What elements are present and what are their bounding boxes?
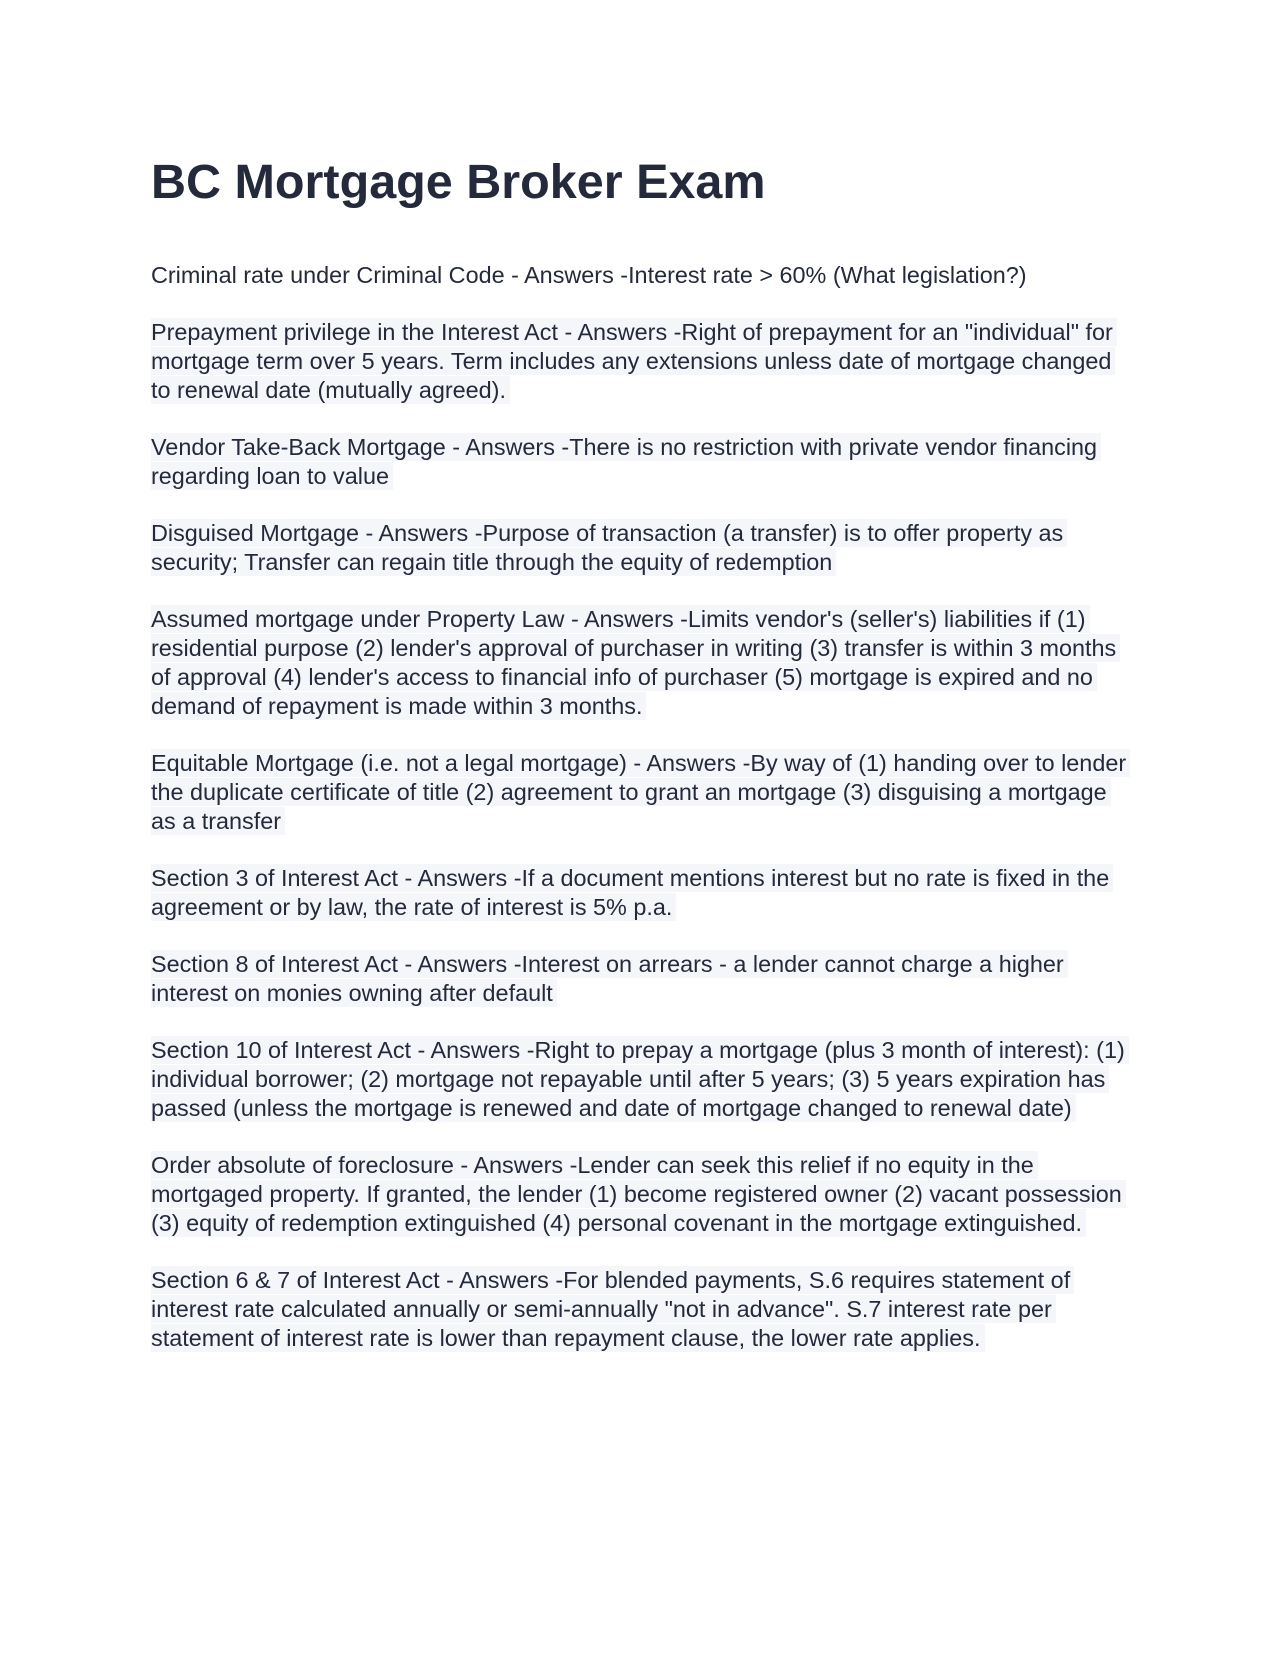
- qa-entry-text: Order absolute of foreclosure - Answers -Lender can seek this relief if no equity in the mortgaged property. If granted, the lender (1) become registered owner (2) vacant possession (3) equity of redemption extinguished (4) personal covenant in the mortgage extinguished.: [151, 1151, 1126, 1237]
- qa-entry-7: [151, 864, 1131, 922]
- qa-entry-11: [151, 1266, 1131, 1353]
- qa-entry-text: Section 3 of Interest Act - Answers -If a document mentions interest but no rate is fixed in the agreement or by law, the rate of interest is 5% p.a.: [151, 864, 1113, 921]
- qa-entry-1: [151, 261, 1131, 290]
- qa-entry-text: Vendor Take-Back Mortgage - Answers -There is no restriction with private vendor financing regarding loan to value: [151, 433, 1101, 490]
- document-title: BC Mortgage Broker Exam: [151, 155, 766, 209]
- qa-entry-10: [151, 1151, 1131, 1238]
- qa-entry-text: Section 8 of Interest Act - Answers -Interest on arrears - a lender cannot charge a higher interest on monies owning after default: [151, 950, 1068, 1007]
- qa-entry-text: Criminal rate under Criminal Code - Answers -Interest rate > 60% (What legislation?): [151, 262, 1027, 288]
- qa-entry-list: [151, 261, 1131, 1353]
- qa-entry-text: Assumed mortgage under Property Law - Answers -Limits vendor's (seller's) liabilities if (1) residential purpose (2) lender's approval of purchaser in writing (3) transfer is within 3 months of approval (4) lender's access to financial info of purchaser (5) mortgage is expired and no demand of repayment is made within 3 months.: [151, 605, 1120, 720]
- qa-entry-6: [151, 749, 1131, 836]
- qa-entry-text: Section 6 & 7 of Interest Act - Answers -For blended payments, S.6 requires statement of interest rate calculated annually or semi-annually "not in advance". S.7 interest rate per statement of interest rate is lower than repayment clause, the lower rate applies.: [151, 1266, 1074, 1352]
- qa-entry-text: Prepayment privilege in the Interest Act - Answers -Right of prepayment for an "individual" for mortgage term over 5 years. Term includes any extensions unless date of mortgage changed to renewal date (mutually agreed).: [151, 318, 1117, 404]
- qa-entry-text: Disguised Mortgage - Answers -Purpose of transaction (a transfer) is to offer property as security; Transfer can regain title through the equity of redemption: [151, 519, 1067, 576]
- qa-entry-text: Equitable Mortgage (i.e. not a legal mortgage) - Answers -By way of (1) handing over to lender the duplicate certificate of title (2) agreement to grant an mortgage (3) disguising a mortgage as a transfer: [151, 749, 1130, 835]
- qa-entry-4: [151, 519, 1131, 577]
- document-page: [151, 150, 1131, 1381]
- qa-entry-2: [151, 318, 1131, 405]
- qa-entry-3: [151, 433, 1131, 491]
- qa-entry-8: [151, 950, 1131, 1008]
- qa-entry-text: Section 10 of Interest Act - Answers -Right to prepay a mortgage (plus 3 month of interest): (1) individual borrower; (2) mortgage not repayable until after 5 years; (3) 5 years expiration has passed (unless the mortgage is renewed and date of mortgage changed to renewal date): [151, 1036, 1129, 1122]
- qa-entry-9: [151, 1036, 1131, 1123]
- qa-entry-5: [151, 605, 1131, 721]
